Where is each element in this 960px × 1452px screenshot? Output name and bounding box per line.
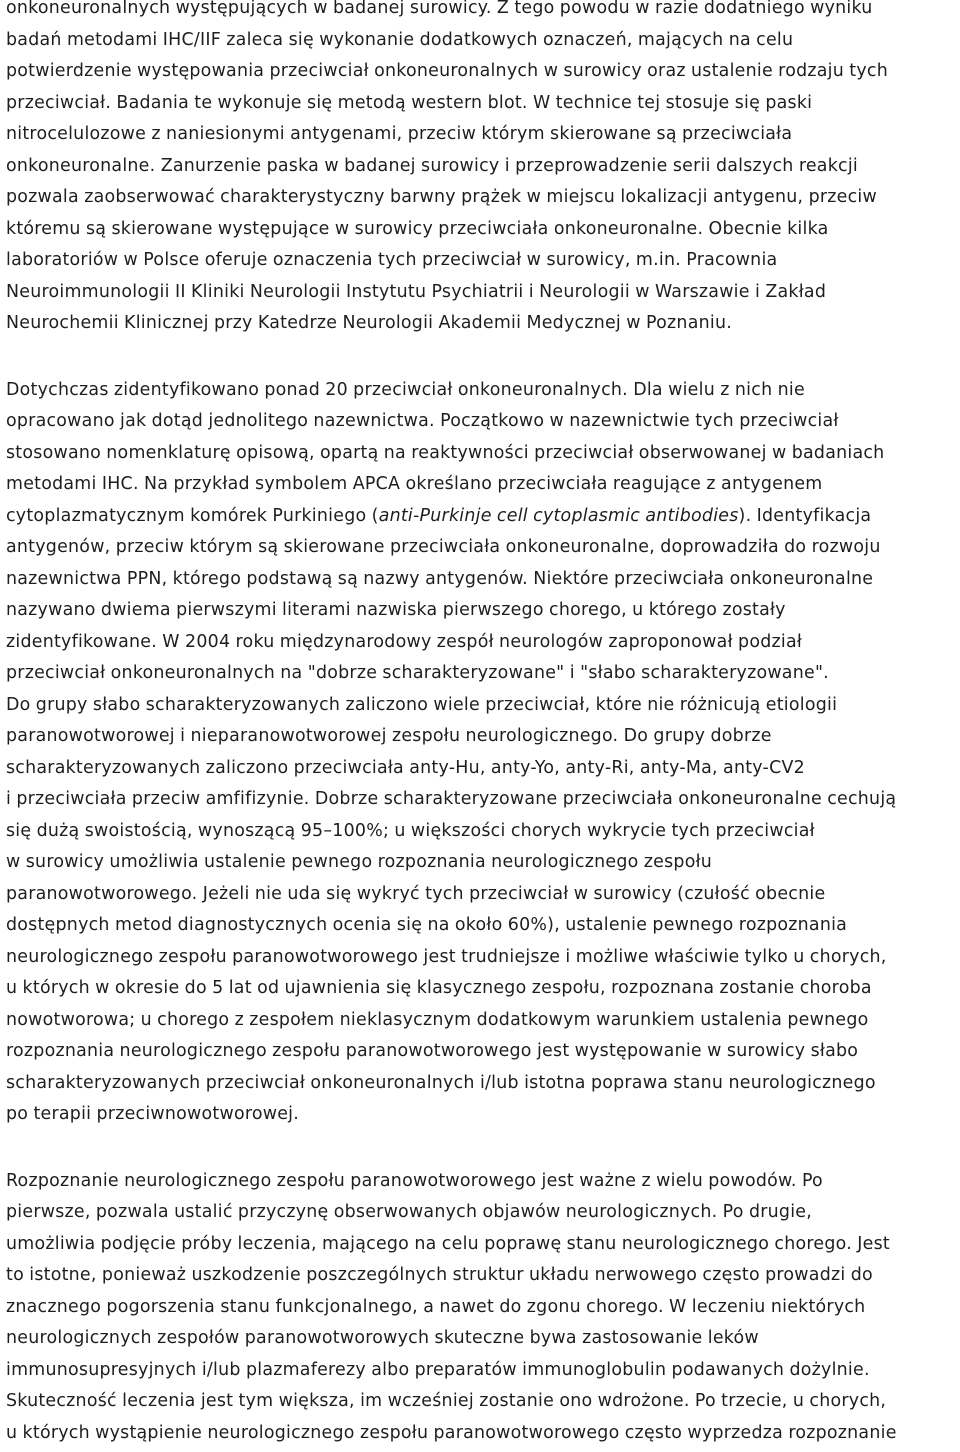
text-line: badań metodami IHC/IIF zaleca się wykonanie dodatkowych oznaczeń, mających na celu: [6, 29, 794, 50]
text-line: stosowano nomenklaturę opisową, opartą na reaktywności przeciwciał obserwowanej w badaniach: [6, 442, 885, 463]
text-line: potwierdzenie występowania przeciwciał onkoneuronalnych w surowicy oraz ustalenie rodzaju tych: [6, 61, 888, 81]
text-segment: ). Identyfikacja: [738, 505, 872, 526]
text-line: po terapii przeciwnowotworowej.: [6, 1104, 300, 1124]
text-line: Dotychczas zidentyfikowano ponad 20 przeciwciał onkoneuronalnych. Dla wielu z nich nie: [6, 379, 805, 400]
text-line: Do grupy słabo scharakteryzowanych zaliczono wiele przeciwciał, które nie różnicują etiologii: [6, 694, 838, 715]
text-line: dostępnych metod diagnostycznych ocenia się na około 60%), ustalenie pewnego rozpoznania: [6, 915, 848, 935]
text-line: przeciwciał onkoneuronalnych na "dobrze scharakteryzowane" i "słabo scharakteryzowane".: [6, 663, 829, 683]
text-line: się dużą swoistością, wynoszącą 95–100%; u większości chorych wykrycie tych przeciwciał: [6, 820, 815, 841]
text-line: metodami IHC. Na przykład symbolem APCA określano przeciwciała reagujące z antygenem: [6, 474, 823, 494]
text-line: któremu są skierowane występujące w surowicy przeciwciała onkoneuronalne. Obecnie kilka: [6, 218, 829, 239]
text-line: nitrocelulozowe z naniesionymi antygenami, przeciw którym skierowane są przeciwciała: [6, 124, 793, 144]
text-line: przeciwciał. Badania te wykonuje się metodą western blot. W technice tej stosuje się paski: [6, 92, 813, 113]
text-line: onkoneuronalne. Zanurzenie paska w badanej surowicy i przeprowadzenie serii dalszych reakcji: [6, 155, 859, 176]
text-line: pozwala zaobserwować charakterystyczny barwny prążek w miejscu lokalizacji antygenu, przeciw: [6, 187, 877, 207]
text-line: immunosupresyjnych i/lub plazmaferezy albo preparatów immunoglobulin podawanych dożylnie.: [6, 1359, 870, 1380]
text-line: Rozpoznanie neurologicznego zespołu paranowotworowego jest ważne z wielu powodów. Po: [6, 1170, 823, 1191]
text-line: scharakteryzowanych zaliczono przeciwciała anty-Hu, anty-Yo, anty-Ri, anty-Ma, anty-CV2: [6, 757, 805, 778]
text-line: neurologicznych zespołów paranowotworowych skuteczne bywa zastosowanie leków: [6, 1328, 759, 1348]
text-line: scharakteryzowanych przeciwciał onkoneuronalnych i/lub istotna poprawa stanu neurologicznego: [6, 1072, 876, 1093]
text-line: zidentyfikowane. W 2004 roku międzynarodowy zespół neurologów zaproponował podział: [6, 631, 803, 652]
text-line: nazywano dwiema pierwszymi literami nazwiska pierwszego chorego, u którego zostały: [6, 600, 786, 620]
text-line: Skuteczność leczenia jest tym większa, im wcześniej zostanie ono wdrożone. Po trzecie, u chorych,: [6, 1391, 887, 1411]
paragraph-antibody-testing: [6, 0, 952, 340]
text-line: opracowano jak dotąd jednolitego nazewnictwa. Początkowo w nazewnictwie tych przeciwciał: [6, 411, 839, 431]
text-line: rozpoznania neurologicznego zespołu paranowotworowego jest występowanie w surowicy słabo: [6, 1041, 859, 1061]
text-line: [6, 506, 871, 526]
text-line: u których wystąpienie neurologicznego zespołu paranowotworowego często wyprzedza rozpoznanie: [6, 1422, 897, 1443]
document-body: [6, 0, 952, 1449]
text-line: laboratoriów w Polsce oferuje oznaczenia tych przeciwciał w surowicy, m.in. Pracownia: [6, 250, 778, 270]
italic-term: anti-Purkinje cell cytoplasmic antibodies: [378, 505, 739, 526]
text-line: Neuroimmunologii II Kliniki Neurologii Instytutu Psychiatrii i Neurologii w Warszawie i Zakład: [6, 281, 827, 302]
text-line: paranowotworowego. Jeżeli nie uda się wykryć tych przeciwciał w surowicy (czułość obecnie: [6, 883, 826, 904]
text-line: pierwsze, pozwala ustalić przyczynę obserwowanych objawów neurologicznych. Po drugie,: [6, 1202, 813, 1222]
text-line: w surowicy umożliwia ustalenie pewnego rozpoznania neurologicznego zespołu: [6, 852, 713, 872]
text-line: znacznego pogorszenia stanu funkcjonalnego, a nawet do zgonu chorego. W leczeniu niektórych: [6, 1296, 866, 1317]
text-line: neurologicznego zespołu paranowotworowego jest trudniejsze i możliwe właściwie tylko u chorych,: [6, 946, 887, 967]
text-line: onkoneuronalnych występujących w badanej surowicy. Z tego powodu w razie dodatniego wyniku: [6, 0, 873, 18]
text-line: i przeciwciała przeciw amfifizynie. Dobrze scharakteryzowane przeciwciała onkoneuronalne cechują: [6, 789, 897, 809]
text-line: umożliwia podjęcie próby leczenia, mającego na celu poprawę stanu neurologicznego chorego. Jest: [6, 1233, 890, 1254]
text-line: paranowotworowej i nieparanowotworowej zespołu neurologicznego. Do grupy dobrze: [6, 726, 772, 746]
paragraph-diagnosis-importance: [6, 1166, 952, 1450]
paragraph-antibody-nomenclature: [6, 375, 952, 1131]
text-line: Neurochemii Klinicznej przy Katedrze Neurologii Akademii Medycznej w Poznaniu.: [6, 313, 733, 333]
text-line: to istotne, ponieważ uszkodzenie poszczególnych struktur układu nerwowego często prowadzi do: [6, 1265, 873, 1285]
text-line: nazewnictwa PPN, którego podstawą są nazwy antygenów. Niektóre przeciwciała onkoneuronalne: [6, 568, 874, 589]
text-line: antygenów, przeciw którym są skierowane przeciwciała onkoneuronalne, doprowadziła do rozwoju: [6, 537, 881, 557]
text-segment: cytoplazmatycznym komórek Purkiniego (: [6, 505, 379, 526]
text-line: u których w okresie do 5 lat od ujawnienia się klasycznego zespołu, rozpoznana zostanie choroba: [6, 978, 872, 998]
text-line: nowotworowa; u chorego z zespołem nieklasycznym dodatkowym warunkiem ustalenia pewnego: [6, 1009, 869, 1030]
